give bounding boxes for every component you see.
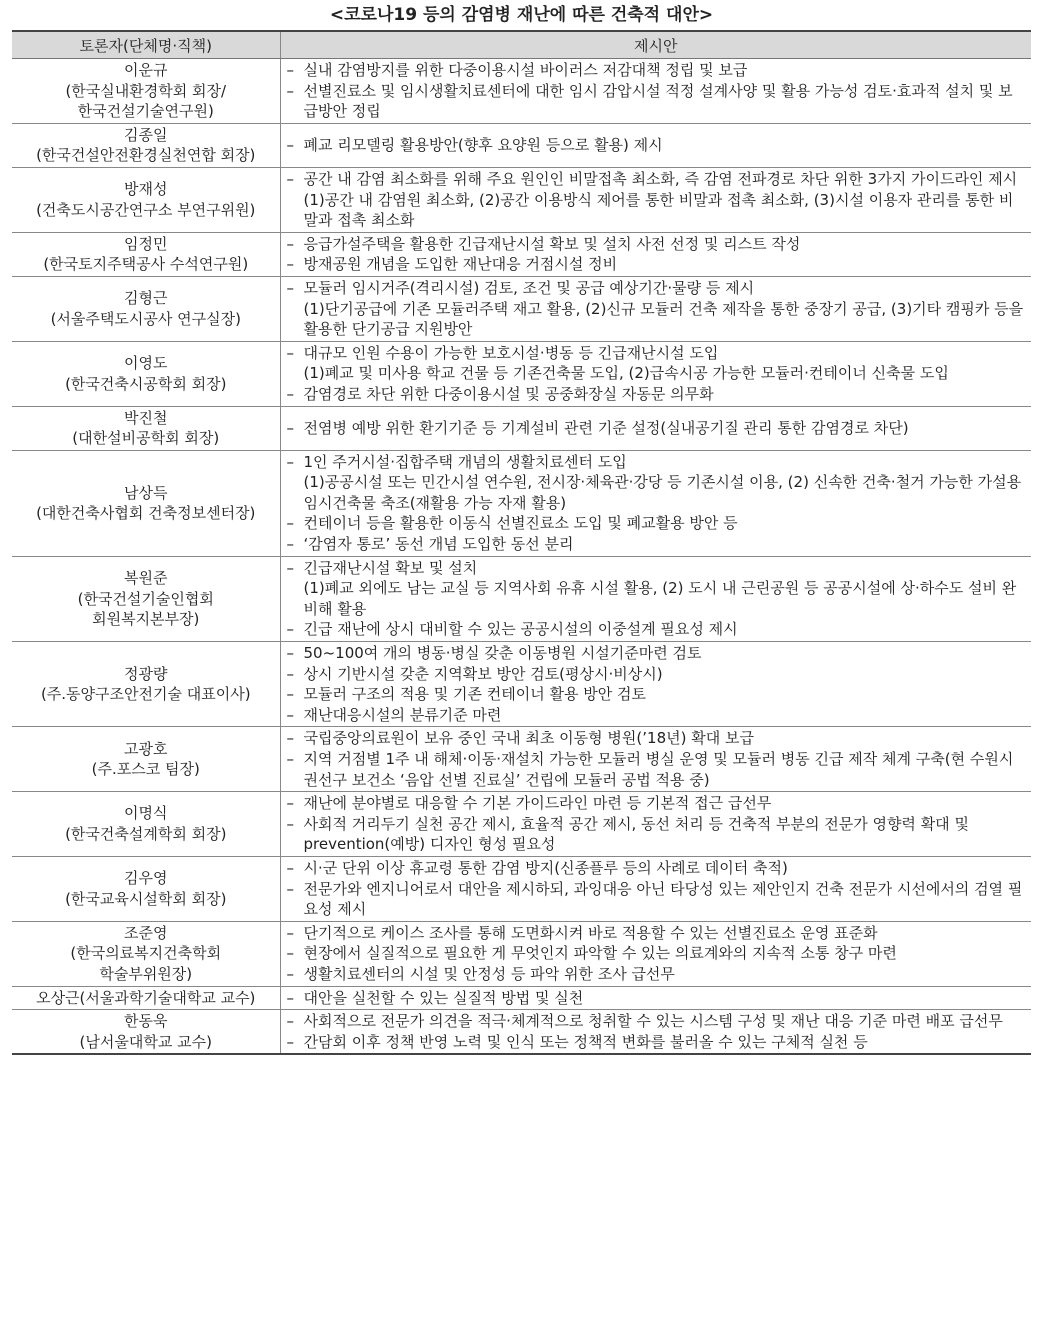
proposal-text: 모듈러 임시거주(격리시설) 검토, 조건 및 공급 예상기간·물량 등 제시 xyxy=(303,278,755,297)
dash-bullet: – xyxy=(286,136,294,155)
person-affiliation: (건축도시공간연구소 부연구위원) xyxy=(36,200,256,219)
dash-bullet: – xyxy=(286,794,294,813)
proposal-text: 간담회 이후 정책 반영 노력 및 인식 또는 정책적 변화를 불러올 수 있는 구체적 실천 등 xyxy=(303,1032,868,1051)
table-row xyxy=(12,341,1031,406)
proposal-cell xyxy=(280,921,1031,986)
person-affiliation: 회원복지본부장) xyxy=(92,610,200,629)
person-cell xyxy=(12,276,280,341)
person-affiliation: (한국건축설계학회 회장) xyxy=(65,825,227,844)
dash-bullet: – xyxy=(286,255,294,274)
dash-bullet: – xyxy=(286,81,294,100)
proposal-subtext: (1)공간 내 감염원 최소화, (2)공간 이용방식 제어를 통한 비말과 접촉 최소화, (3)시설 이용자 관리를 통한 비말과 접촉 최소화 xyxy=(303,190,1014,230)
person-name: 김종일 xyxy=(124,125,168,144)
person-name: 김우영 xyxy=(124,869,168,888)
proposal-subtext: (1)폐교 및 미사용 학교 건물 등 기존건축물 도입, (2)급속시공 가능한 모듈러·컨테이너 신축물 도입 xyxy=(303,364,949,383)
proposal-list xyxy=(287,793,1026,855)
person-affiliation: (한국의료복지건축학회 xyxy=(70,944,222,963)
person-affiliation: (주.포스코 팀장) xyxy=(91,760,200,779)
person-name: 방재성 xyxy=(124,180,168,199)
table-body xyxy=(12,59,1031,1055)
proposal-item xyxy=(287,705,1026,726)
proposal-item xyxy=(287,534,1026,555)
person-affiliation: (한국교육시설학회 회장) xyxy=(65,889,227,908)
person-cell xyxy=(12,986,280,1010)
person-name: 고광호 xyxy=(124,739,168,758)
proposal-item xyxy=(287,923,1026,944)
person-cell xyxy=(12,167,280,232)
person-name: 한동욱 xyxy=(124,1012,168,1031)
proposal-cell xyxy=(280,59,1031,124)
proposal-cell xyxy=(280,406,1031,450)
dash-bullet: – xyxy=(286,879,294,898)
table-row xyxy=(12,727,1031,792)
proposal-text: 단기적으로 케이스 조사를 통해 도면화시켜 바로 적용할 수 있는 선별진료소 운영 표준화 xyxy=(303,923,878,942)
proposal-item xyxy=(287,943,1026,964)
proposal-item xyxy=(287,278,1026,340)
person-name: 정광량 xyxy=(124,664,168,683)
person-affiliation: (주.동양구조안전기술 대표이사) xyxy=(40,685,251,704)
proposal-text: 방재공원 개념을 도입한 재난대응 거점시설 정비 xyxy=(303,255,618,274)
person-affiliation: 학술부위원장) xyxy=(99,964,193,983)
proposal-item xyxy=(287,1011,1026,1032)
person-name: 임정민 xyxy=(124,234,168,253)
proposal-list xyxy=(287,988,1026,1009)
proposal-list xyxy=(287,728,1026,790)
proposal-text: 사회적 거리두기 실천 공간 제시, 효율적 공간 제시, 동선 처리 등 건축적 부분의 전문가 영향력 확대 및 prevention(예방) 디자인 형성 필요성 xyxy=(303,814,969,854)
table-row xyxy=(12,556,1031,641)
proposal-cell xyxy=(280,276,1031,341)
header-row xyxy=(12,31,1031,59)
proposal-text: 모듈러 구조의 적용 및 기존 컨테이너 활용 방안 검토 xyxy=(303,685,646,704)
proposal-cell xyxy=(280,856,1031,921)
proposal-item xyxy=(287,81,1026,122)
table-row xyxy=(12,123,1031,167)
proposal-list xyxy=(287,169,1026,231)
proposal-list xyxy=(287,858,1026,920)
person-cell xyxy=(12,856,280,921)
person-cell xyxy=(12,341,280,406)
person-affiliation: 한국건설기술연구원) xyxy=(77,102,214,121)
table-row xyxy=(12,921,1031,986)
proposal-text: 현장에서 실질적으로 필요한 게 무엇인지 파악할 수 있는 의료계와의 지속적 소통 창구 마련 xyxy=(303,944,897,963)
proposal-subtext: (1)공공시설 또는 민간시설 연수원, 전시장·체육관·강당 등 기존시설 이용, (2) 신속한 건축·철거 가능한 가설용 임시건축물 축조(재활용 가능 자재 활용) xyxy=(303,473,1022,512)
person-name: 오상근(서울과학기술대학교 교수) xyxy=(36,988,256,1007)
proposal-text: 시·군 단위 이상 휴교령 통한 감염 방지(신종플루 등의 사례로 데이터 축적) xyxy=(303,858,788,877)
dash-bullet: – xyxy=(286,418,294,437)
header-proposal: 제시안 xyxy=(280,31,1031,59)
person-affiliation: (대한설비공학회 회장) xyxy=(72,429,220,448)
proposal-list xyxy=(287,643,1026,725)
person-cell xyxy=(12,921,280,986)
proposal-cell xyxy=(280,642,1031,727)
table-row xyxy=(12,986,1031,1010)
table-row xyxy=(12,642,1031,727)
person-name: 이명식 xyxy=(124,804,168,823)
proposal-text: 지역 거점별 1주 내 해체·이동·재설치 가능한 모듈러 병실 운영 및 모듈러 병동 긴급 제작 체계 구축(현 수원시 권선구 보건소 ‘음압 선별 진료실’ 건립에 모듈러 공법 적용 중) xyxy=(303,750,1014,789)
proposal-item xyxy=(287,858,1026,879)
person-affiliation: (남서울대학교 교수) xyxy=(79,1032,212,1051)
dash-bullet: – xyxy=(286,1032,294,1051)
proposal-text: 실내 감염방지를 위한 다중이용시설 바이러스 저감대책 정립 및 보급 xyxy=(303,61,748,79)
proposal-cell xyxy=(280,341,1031,406)
dash-bullet: – xyxy=(286,644,294,663)
table-title: <코로나19 등의 감염병 재난에 따른 건축적 대안> xyxy=(329,5,714,25)
dash-bullet: – xyxy=(286,729,294,748)
proposal-list xyxy=(287,60,1026,122)
proposal-item xyxy=(287,513,1026,534)
proposal-item xyxy=(287,964,1026,985)
proposal-item xyxy=(287,169,1026,231)
dash-bullet: – xyxy=(286,558,294,577)
dash-bullet: – xyxy=(286,664,294,683)
dash-bullet: – xyxy=(286,620,294,639)
dash-bullet: – xyxy=(286,685,294,704)
dash-bullet: – xyxy=(286,61,294,79)
proposal-cell xyxy=(280,556,1031,641)
person-cell xyxy=(12,556,280,641)
dash-bullet: – xyxy=(286,452,294,471)
proposal-item xyxy=(287,793,1026,814)
proposal-item xyxy=(287,664,1026,685)
dash-bullet: – xyxy=(286,750,294,768)
proposal-text: 컨테이너 등을 활용한 이동식 선별진료소 도입 및 폐교활용 방안 등 xyxy=(303,514,738,533)
dash-bullet: – xyxy=(286,1012,294,1031)
table-row xyxy=(12,232,1031,276)
proposal-list xyxy=(287,343,1026,405)
proposal-cell xyxy=(280,1010,1031,1055)
person-affiliation: (대한건축사협회 건축정보센터장) xyxy=(36,504,256,523)
proposal-text: 공간 내 감염 최소화를 위해 주요 원인인 비말접촉 최소화, 즉 감염 전파경로 차단 위한 3가지 가이드라인 제시 xyxy=(303,169,1018,188)
dash-bullet: – xyxy=(286,514,294,533)
person-cell xyxy=(12,406,280,450)
header-person: 토론자(단체명·직책) xyxy=(12,31,280,59)
proposal-cell xyxy=(280,727,1031,792)
person-name: 김형근 xyxy=(124,289,168,308)
dash-bullet: – xyxy=(286,705,294,724)
table-row xyxy=(12,406,1031,450)
dash-bullet: – xyxy=(286,169,294,188)
person-cell xyxy=(12,450,280,556)
proposal-item xyxy=(287,234,1026,255)
person-affiliation: (한국토지주택공사 수석연구원) xyxy=(43,255,249,274)
dash-bullet: – xyxy=(286,278,294,297)
proposal-cell xyxy=(280,167,1031,232)
proposal-text: 긴급 재난에 상시 대비할 수 있는 공공시설의 이중설계 필요성 제시 xyxy=(303,620,738,639)
person-name: 조준영 xyxy=(124,923,168,942)
proposal-cell xyxy=(280,986,1031,1010)
table-row xyxy=(12,1010,1031,1055)
proposal-item xyxy=(287,684,1026,705)
proposal-cell xyxy=(280,123,1031,167)
proposal-item xyxy=(287,452,1026,514)
proposal-item xyxy=(287,135,1026,156)
proposal-text: 감염경로 차단 위한 다중이용시설 및 공중화장실 자동문 의무화 xyxy=(303,384,714,403)
proposal-list xyxy=(287,1011,1026,1052)
proposal-cell xyxy=(280,792,1031,857)
person-name: 남상득 xyxy=(124,483,168,502)
proposal-text: 긴급재난시설 확보 및 설치 xyxy=(303,558,478,577)
proposal-cell xyxy=(280,450,1031,556)
person-name: 박진철 xyxy=(124,408,168,427)
person-cell xyxy=(12,232,280,276)
proposal-item xyxy=(287,254,1026,275)
table-row xyxy=(12,450,1031,556)
proposal-item xyxy=(287,879,1026,920)
dash-bullet: – xyxy=(286,988,294,1007)
proposal-item xyxy=(287,814,1026,855)
proposal-list xyxy=(287,558,1026,640)
table-row xyxy=(12,276,1031,341)
proposal-text: 1인 주거시설·집합주택 개념의 생활치료센터 도입 xyxy=(303,452,627,471)
proposal-text: 상시 기반시설 갖춘 지역확보 방안 검토(평상시·비상시) xyxy=(303,664,663,683)
table-row xyxy=(12,856,1031,921)
dash-bullet: – xyxy=(286,234,294,253)
person-affiliation: (한국실내환경학회 회장/ xyxy=(65,81,227,100)
dash-bullet: – xyxy=(286,858,294,877)
proposal-text: 대규모 인원 수용이 가능한 보호시설·병동 등 긴급재난시설 도입 xyxy=(303,343,719,362)
proposal-text: 50~100여 개의 병동·병실 갖춘 이동병원 시설기준마련 검토 xyxy=(303,644,702,663)
person-cell xyxy=(12,792,280,857)
proposal-list xyxy=(287,278,1026,340)
person-cell xyxy=(12,59,280,124)
proposal-text: 생활치료센터의 시설 및 안정성 등 파악 위한 조사 급선무 xyxy=(303,964,675,983)
proposal-text: ‘감염자 통로’ 동선 개념 도입한 동선 분리 xyxy=(303,535,574,554)
dash-bullet: – xyxy=(286,964,294,983)
proposal-item xyxy=(287,1032,1026,1053)
table-row xyxy=(12,59,1031,124)
person-cell xyxy=(12,642,280,727)
proposal-text: 국립중앙의료원이 보유 중인 국내 최초 이동형 병원(’18년) 확대 보급 xyxy=(303,729,754,748)
proposal-list xyxy=(287,452,1026,555)
proposal-subtext: (1)폐교 외에도 남는 교실 등 지역사회 유휴 시설 활용, (2) 도시 내 근린공원 등 공공시설에 상·하수도 설비 완비해 활용 xyxy=(303,579,1017,618)
proposal-item xyxy=(287,418,1026,439)
person-cell xyxy=(12,727,280,792)
proposal-subtext: (1)단기공급에 기존 모듈러주택 재고 활용, (2)신규 모듈러 건축 제작을 통한 중장기 공급, (3)기타 캠핑카 등을 활용한 단기공급 지원방안 xyxy=(303,299,1024,339)
table-row xyxy=(12,167,1031,232)
proposal-cell xyxy=(280,232,1031,276)
proposal-text: 재난에 분야별로 대응할 수 기본 가이드라인 마련 등 기본적 접근 급선무 xyxy=(303,794,772,813)
dash-bullet: – xyxy=(286,923,294,942)
person-affiliation: (한국건설기술인협회 xyxy=(77,589,214,608)
proposal-item xyxy=(287,643,1026,664)
person-name: 복원준 xyxy=(124,568,168,587)
proposal-item xyxy=(287,619,1026,640)
proposal-list xyxy=(287,135,1026,156)
person-affiliation: (서울주택도시공사 연구실장) xyxy=(50,309,241,328)
person-affiliation: (한국건설안전환경실천연합 회장) xyxy=(36,146,256,165)
proposal-item xyxy=(287,749,1026,790)
person-cell xyxy=(12,1010,280,1055)
dash-bullet: – xyxy=(286,535,294,554)
dash-bullet: – xyxy=(286,814,294,833)
proposal-text: 사회적으로 전문가 의견을 적극·체계적으로 청취할 수 있는 시스템 구성 및 재난 대응 기준 마련 배포 급선무 xyxy=(303,1012,1003,1031)
dash-bullet: – xyxy=(286,384,294,403)
dash-bullet: – xyxy=(286,944,294,963)
person-name: 이운규 xyxy=(124,61,168,79)
proposal-text: 폐교 리모델링 활용방안(향후 요양원 등으로 활용) 제시 xyxy=(303,136,663,155)
proposal-list xyxy=(287,418,1026,439)
dash-bullet: – xyxy=(286,343,294,362)
proposal-list xyxy=(287,234,1026,275)
proposal-item xyxy=(287,384,1026,405)
proposal-item xyxy=(287,343,1026,384)
proposal-item xyxy=(287,60,1026,81)
proposal-list xyxy=(287,923,1026,985)
proposal-item xyxy=(287,728,1026,749)
table-row xyxy=(12,792,1031,857)
proposal-text: 전염병 예방 위한 환기기준 등 기계설비 관련 기준 설정(실내공기질 관리 통한 감염경로 차단) xyxy=(303,418,909,437)
proposal-table xyxy=(12,30,1031,1055)
person-cell xyxy=(12,123,280,167)
proposal-text: 선별진료소 및 임시생활치료센터에 대한 임시 감압시설 적정 설계사양 및 활용 가능성 검토·효과적 설치 및 보급방안 정립 xyxy=(303,81,1013,121)
proposal-text: 대안을 실천할 수 있는 실질적 방법 및 실천 xyxy=(303,988,584,1007)
proposal-text: 전문가와 엔지니어로서 대안을 제시하되, 과잉대응 아닌 타당성 있는 제안인지 건축 전문가 시선에서의 검열 필요성 제시 xyxy=(303,879,1023,919)
proposal-item xyxy=(287,558,1026,620)
proposal-item xyxy=(287,988,1026,1009)
person-affiliation: (한국건축시공학회 회장) xyxy=(65,374,227,393)
person-name: 이영도 xyxy=(124,354,168,373)
proposal-text: 재난대응시설의 분류기준 마련 xyxy=(303,705,502,724)
proposal-text: 응급가설주택을 활용한 긴급재난시설 확보 및 설치 사전 선정 및 리스트 작성 xyxy=(303,234,801,253)
